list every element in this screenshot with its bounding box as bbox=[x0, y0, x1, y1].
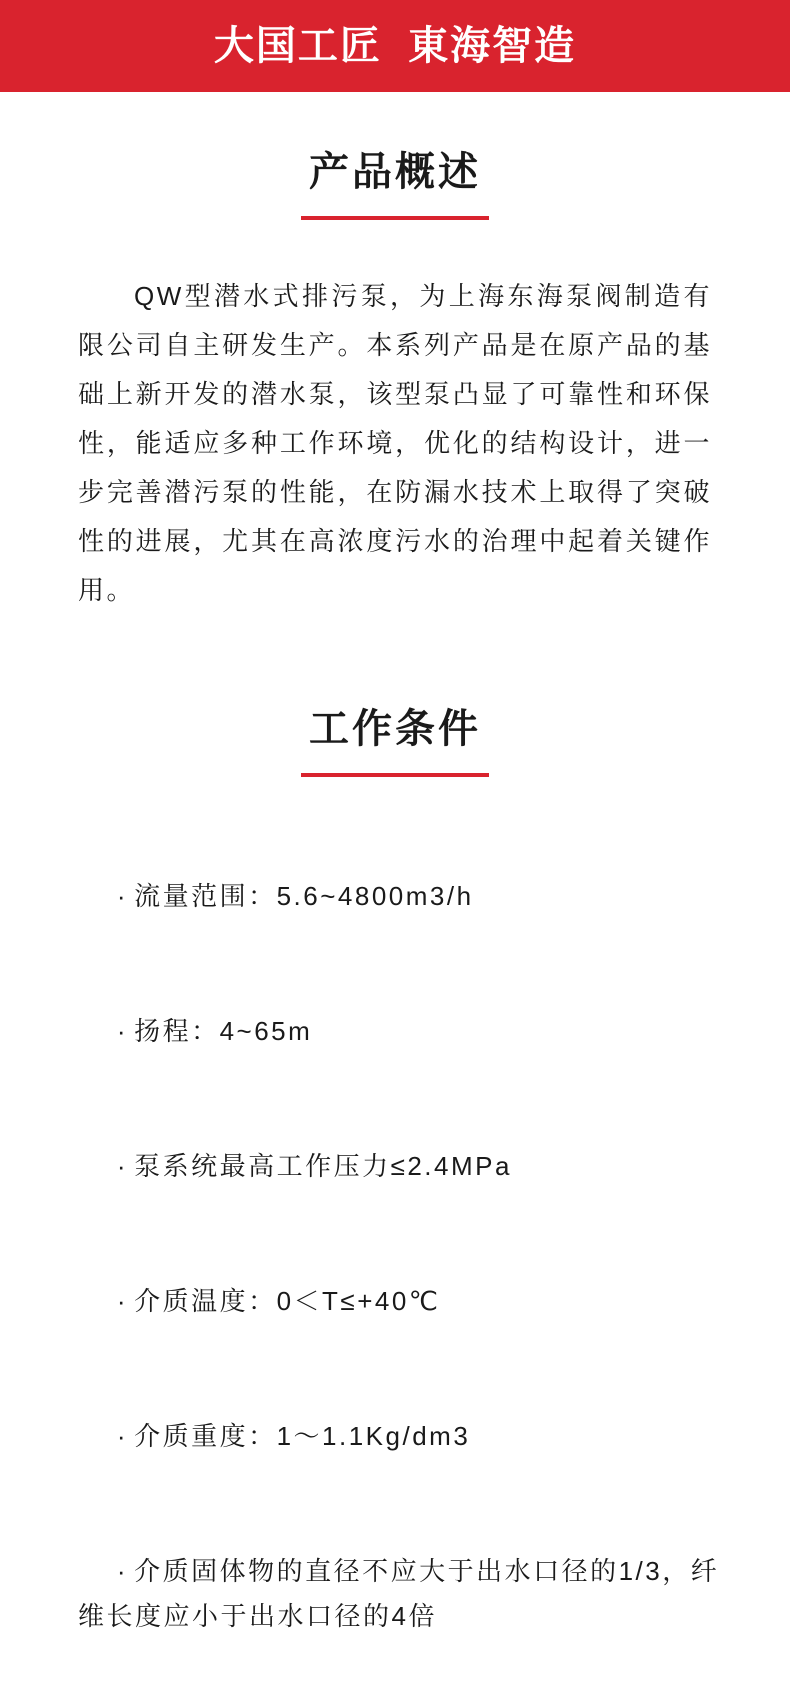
working-conditions-list bbox=[0, 829, 790, 1684]
list-item bbox=[78, 1234, 728, 1369]
condition-text: 介质固体物的直径不应大于出水口径的1/3，纤维长度应小于出水口径的4倍 bbox=[78, 1556, 720, 1631]
section-title-working-conditions: 工作条件 bbox=[309, 707, 481, 751]
condition-text: 流量范围：5.6~4800m3/h bbox=[134, 881, 474, 911]
product-overview-paragraph: QW型潜水式排污泵，为上海东海泵阀制造有限公司自主研发生产。本系列产品是在原产品的基础上新开发的潜水泵，该型泵凸显了可靠性和环保性，能适应多种工作环境，优化的结构设计，进一步完善潜污泵的性能，在防漏水技术上取得了突破性的进展，尤其在高浓度污水的治理中起着关键作用。 bbox=[78, 281, 712, 605]
condition-text: 扬程：4~65m bbox=[134, 1016, 313, 1046]
bullet-marker: · bbox=[116, 1016, 129, 1046]
condition-text: 泵系统最高工作压力≤2.4MPa bbox=[134, 1151, 512, 1181]
bullet-marker: · bbox=[116, 1421, 129, 1451]
bullet-marker: · bbox=[116, 881, 129, 911]
bullet-marker: · bbox=[116, 1556, 129, 1586]
condition-text: 介质温度：0＜T≤+40℃ bbox=[134, 1286, 441, 1316]
page-banner bbox=[0, 0, 790, 92]
condition-text: 介质重度：1～1.1Kg/dm3 bbox=[134, 1421, 471, 1451]
bullet-marker: · bbox=[116, 1151, 129, 1181]
section-title-product-overview: 产品概述 bbox=[309, 150, 481, 194]
list-item bbox=[78, 964, 728, 1099]
section-product-overview-body bbox=[0, 272, 790, 615]
list-item bbox=[78, 829, 728, 964]
list-item bbox=[78, 1099, 728, 1234]
section-working-conditions-header bbox=[0, 707, 790, 777]
banner-title: 大国工匠 東海智造 bbox=[213, 24, 577, 68]
list-item bbox=[78, 1369, 728, 1504]
bullet-marker: · bbox=[116, 1286, 129, 1316]
list-item bbox=[78, 1504, 728, 1684]
section-product-overview-header bbox=[0, 150, 790, 220]
